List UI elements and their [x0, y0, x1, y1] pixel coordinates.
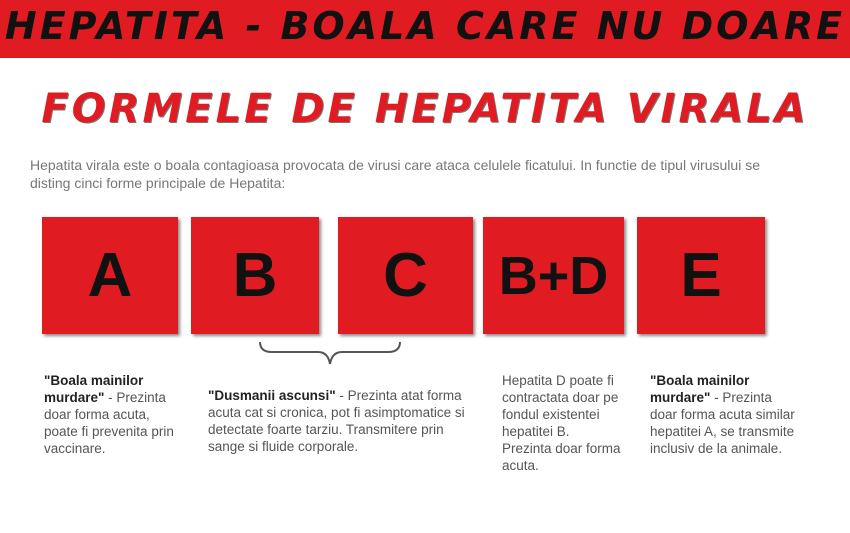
description-e-title: "Boala mainilor murdare" [650, 373, 750, 405]
section-title: FORMELE DE HEPATITA VIRALA [41, 86, 809, 132]
description-e [650, 372, 795, 457]
description-a-body: - Prezinta doar forma acuta, poate fi prevenita prin vaccinare. [44, 390, 174, 456]
intro-text: Hepatita virala este o boala contagioasa provocata de virusi care ataca celulele ficatului. In functie de tipul virusului se disting cinci forme principale de Hepatita: [30, 157, 760, 191]
form-box-b: B [191, 217, 319, 334]
form-box-c: C [338, 217, 473, 334]
form-box-bd: B+D [483, 217, 624, 334]
description-a-title: "Boala mainilor murdare" [44, 373, 144, 405]
description-e-body: - Prezinta doar forma acuta similar hepatitei A, se transmite inclusiv de la animale. [650, 390, 795, 456]
description-bc-title: "Dusmanii ascunsi" [208, 388, 336, 403]
description-bd-body: Hepatita D poate fi contractata doar pe fondul existentei hepatitei B. Prezinta doar forma acuta. [502, 373, 621, 473]
banner-title: HEPATITA - BOALA CARE NU DOARE [4, 4, 846, 48]
form-box-e: E [637, 217, 765, 334]
description-a [44, 372, 174, 457]
description-bd [502, 372, 622, 474]
title-banner [0, 0, 850, 58]
form-box-a: A [42, 217, 178, 334]
curly-brace-icon [258, 338, 402, 368]
description-bc-body: - Prezinta atat forma acuta cat si cronica, pot fi asimptomatice si detectate foarte tarziu. Transmitere prin sange si fluide corporale. [208, 388, 465, 454]
description-bc [208, 387, 473, 455]
